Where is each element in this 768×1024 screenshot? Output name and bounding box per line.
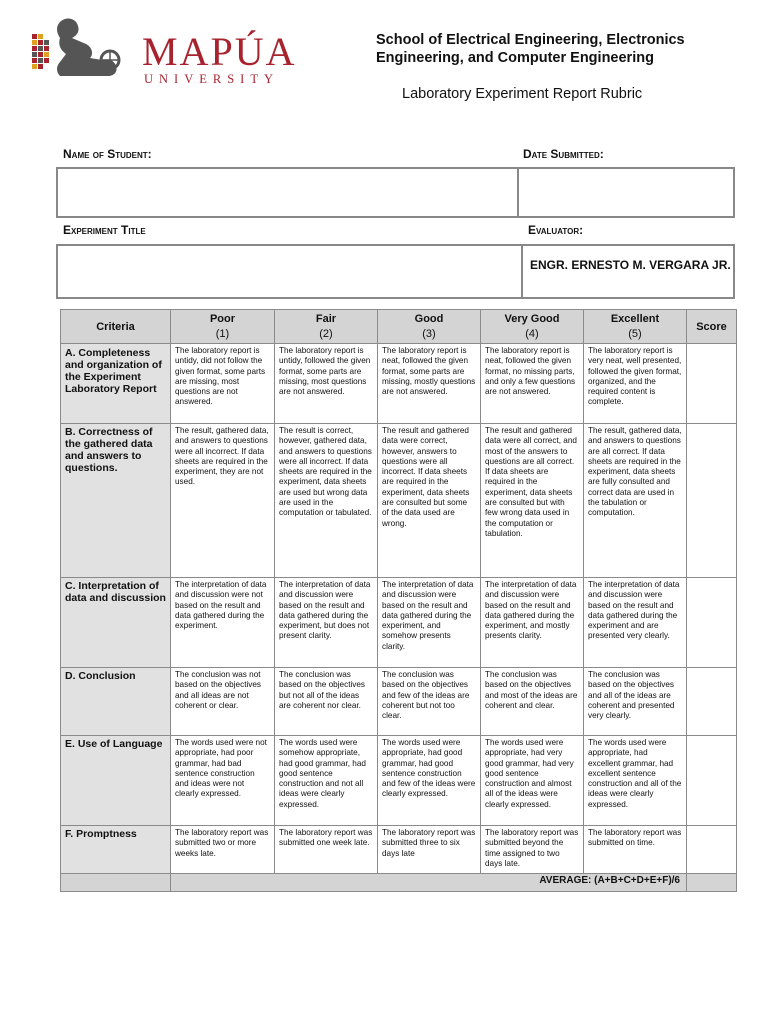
criteria-header: Criteria — [61, 310, 171, 344]
table-row — [61, 668, 737, 736]
level-header-very-good — [481, 310, 584, 344]
average-spacer — [61, 874, 171, 892]
rubric-cell: The laboratory report is neat, followed the given format, some parts are missing, mostly questions are not answered. — [378, 344, 481, 424]
level-header-fair — [275, 310, 378, 344]
score-cell[interactable] — [687, 826, 737, 874]
criterion-completeness: A. Completeness and organization of the Experiment Laboratory Report — [61, 344, 171, 424]
score-cell[interactable] — [687, 344, 737, 424]
logo-emblem-icon — [30, 14, 140, 80]
rubric-cell: The conclusion was based on the objectives and most of the ideas are coherent and clear. — [481, 668, 584, 736]
page-title: Laboratory Experiment Report Rubric — [402, 86, 643, 102]
rubric-cell: The interpretation of data and discussion were based on the result and data gathered during the experiment and are presented very clearly. — [584, 578, 687, 668]
experiment-title-field[interactable] — [56, 244, 523, 299]
school-line-2: Engineering, and Computer Engineering — [376, 50, 654, 66]
table-row — [61, 578, 737, 668]
table-row — [61, 736, 737, 826]
rubric-cell: The result and gathered data were correct, however, answers to questions were all incorrect. If data sheets are required in the experiment, data sheets are consulted but some of the data used are wrong. — [378, 424, 481, 578]
score-cell[interactable] — [687, 578, 737, 668]
evaluator-name: ENGR. ERNESTO M. VERGARA JR. — [530, 258, 731, 272]
level-number: (2) — [319, 328, 333, 340]
criterion-conclusion: D. Conclusion — [61, 668, 171, 736]
rubric-cell: The interpretation of data and discussion were based on the result and data gathered during the experiment, but does not present clarity. — [275, 578, 378, 668]
level-name: Very Good — [504, 313, 560, 325]
rubric-cell: The result, gathered data, and answers to questions were all incorrect. If data sheets are required in the experiment, they are not used. — [171, 424, 275, 578]
rubric-cell: The laboratory report is very neat, well presented, followed the given format, organized, and the required content is complete. — [584, 344, 687, 424]
level-header-poor — [171, 310, 275, 344]
level-number: (5) — [628, 328, 642, 340]
table-row — [61, 424, 737, 578]
level-name: Excellent — [610, 313, 660, 325]
rubric-cell: The words used were appropriate, had good grammar, had good sentence construction and few of the ideas were clearly expressed. — [378, 736, 481, 826]
table-row — [61, 344, 737, 424]
logo-wordmark: MAPÚA — [142, 29, 297, 74]
score-cell[interactable] — [687, 424, 737, 578]
table-header-row — [61, 310, 737, 344]
rubric-cell: The interpretation of data and discussion were based on the result and data gathered during the experiment, and somehow presents clarity. — [378, 578, 481, 668]
rubric-cell: The laboratory report was submitted beyond the time assigned to two days late. — [481, 826, 584, 874]
rubric-cell: The interpretation of data and discussion were based on the result and data gathered during the experiment, and mostly presents clarity. — [481, 578, 584, 668]
rubric-cell: The result, gathered data, and answers to questions are all correct. If data sheets are required in the experiment, data sheets are fully consulted and correct data are used in the tabulation or computation. — [584, 424, 687, 578]
rubric-cell: The words used were appropriate, had very good grammar, had very good sentence construction and almost all of the ideas were clearly expressed. — [481, 736, 584, 826]
name-label: Name of Student: — [63, 147, 152, 161]
school-line-1: School of Electrical Engineering, Electronics — [376, 32, 685, 48]
rubric-cell: The laboratory report was submitted on time. — [584, 826, 687, 874]
school-name — [376, 31, 756, 67]
name-field[interactable] — [56, 167, 519, 218]
rubric-cell: The laboratory report is untidy, followed the given format, some parts are missing, most questions are not answered. — [275, 344, 378, 424]
level-number: (4) — [525, 328, 539, 340]
criterion-language: E. Use of Language — [61, 736, 171, 826]
criterion-interpretation: C. Interpretation of data and discussion — [61, 578, 171, 668]
rubric-cell: The conclusion was not based on the objectives and all ideas are not coherent or clear. — [171, 668, 275, 736]
rubric-cell: The words used were appropriate, had excellent grammar, had excellent sentence construction and all of the ideas were clearly expressed. — [584, 736, 687, 826]
rubric-cell: The laboratory report is untidy, did not follow the given format, some parts are missing, most questions are not answered. — [171, 344, 275, 424]
table-row — [61, 826, 737, 874]
rubric-cell: The laboratory report was submitted two or more weeks late. — [171, 826, 275, 874]
rubric-cell: The result is correct, however, gathered data, and answers to questions were all incorrect. If data sheets are required in the experiment, data sheets are used but wrong data are used in the computation or tabulated. — [275, 424, 378, 578]
level-header-excellent — [584, 310, 687, 344]
rubric-cell: The conclusion was based on the objectives and few of the ideas are coherent but not too clear. — [378, 668, 481, 736]
rubric-cell: The conclusion was based on the objectives and all of the ideas are coherent and presented very clearly. — [584, 668, 687, 736]
score-cell[interactable] — [687, 736, 737, 826]
criterion-correctness: B. Correctness of the gathered data and answers to questions. — [61, 424, 171, 578]
rubric-cell: The laboratory report is neat, followed the given format, no missing parts, and only a few questions are not answered. — [481, 344, 584, 424]
rubric-cell: The words used were somehow appropriate, had good grammar, had good sentence construction and not all ideas were clearly expressed. — [275, 736, 378, 826]
rubric-cell: The words used were not appropriate, had poor grammar, had bad sentence construction and ideas were not clearly expressed. — [171, 736, 275, 826]
average-label: AVERAGE: (A+B+C+D+E+F)/6 — [171, 874, 687, 892]
average-row — [61, 874, 737, 892]
university-logo — [30, 14, 297, 86]
average-score-cell[interactable] — [687, 874, 737, 892]
criterion-promptness: F. Promptness — [61, 826, 171, 874]
rubric-cell: The laboratory report was submitted three to six days late — [378, 826, 481, 874]
level-name: Fair — [315, 313, 337, 325]
date-label: Date Submitted: — [523, 147, 604, 161]
evaluator-label: Evaluator: — [528, 223, 584, 237]
score-header: Score — [687, 310, 737, 344]
level-number: (1) — [215, 328, 230, 340]
rubric-cell: The laboratory report was submitted one week late. — [275, 826, 378, 874]
rubric-cell: The interpretation of data and discussion were not based on the result and data gathered during the experiment. — [171, 578, 275, 668]
rubric-cell: The conclusion was based on the objectives but not all of the ideas are coherent nor clear. — [275, 668, 378, 736]
level-header-good — [378, 310, 481, 344]
level-name: Poor — [209, 313, 236, 325]
rubric-table — [60, 309, 737, 892]
experiment-title-label: Experiment Title — [63, 223, 146, 237]
date-field[interactable] — [517, 167, 735, 218]
rubric-cell: The result and gathered data were all correct, and most of the answers to questions are all correct. If data sheets are required in the experiment, data sheets are consulted but with few wrong data used in the computation or tabulation. — [481, 424, 584, 578]
level-name: Good — [414, 313, 444, 325]
score-cell[interactable] — [687, 668, 737, 736]
logo-subtitle: UNIVERSITY — [144, 72, 279, 86]
level-number: (3) — [422, 328, 436, 340]
